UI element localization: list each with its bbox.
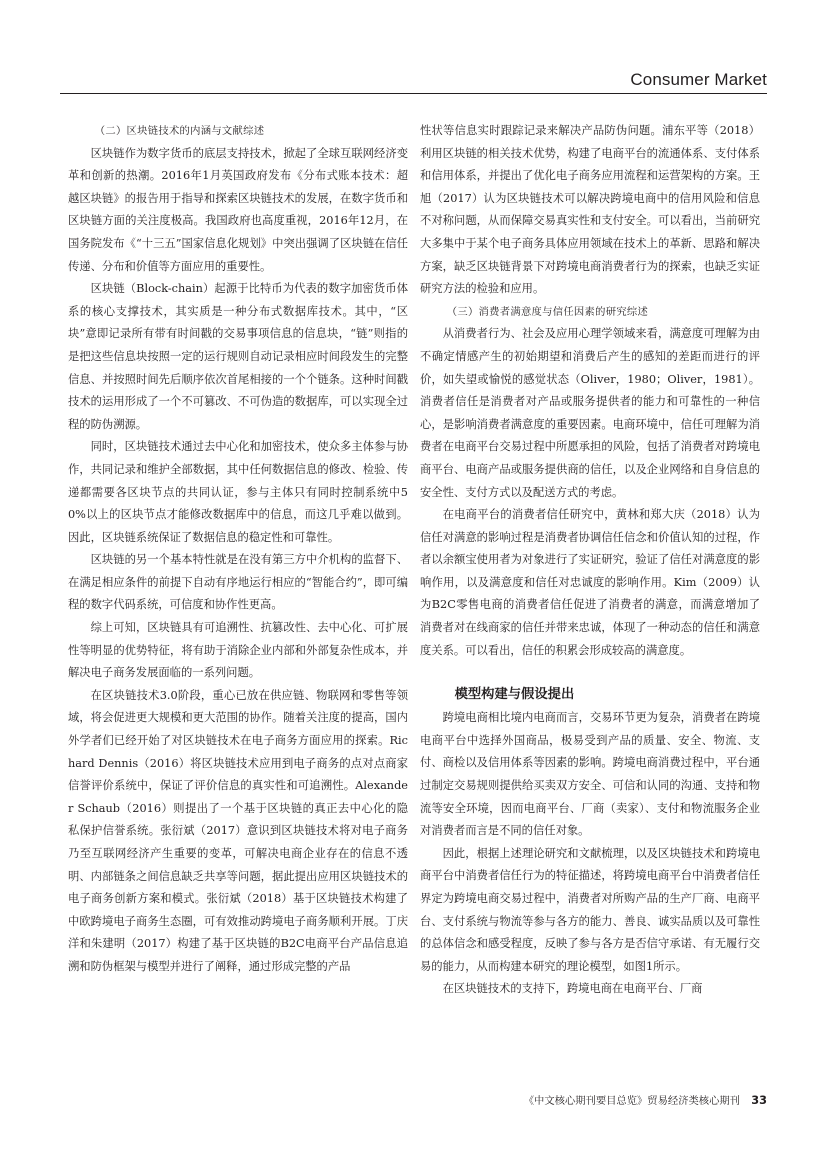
- paragraph: 在电商平台的消费者信任研究中，黄林和郑大庆（2018）认为信任对满意的影响过程是消费者协调信任信念和价值认知的过程，作者以余额宝使用者为对象进行了实证研究，验证了信任对满意度的影响作用，以及满意度和信任对忠诚度的影响作用。Kim（2009）认为B2C零售电商的消费者信任促进了消费者的满意，而满意增加了消费者对在线商家的信任并带来忠诚，体现了一种动态的信任和满意度关系。可以看出，信任的积累会形成较高的满意度。: [420, 508, 760, 657]
- paragraph: 综上可知，区块链具有可追溯性、抗篡改性、去中心化、可扩展性等明显的优势特征，将有助于消除企业内部和外部复杂性成本，并解决电子商务发展面临的一系列问题。: [68, 621, 408, 680]
- paragraph: 在区块链技术3.0阶段，重心已放在供应链、物联网和零售等领域，将会促进更大规模和更大范围的协作。随着关注度的提高，国内外学者们已经开始了对区块链技术在电子商务方面应用的探索。Richard Dennis（2016）将区块链技术应用到电子商务的点对点商家信誉评价系统中，保证了评价信息的真实性和可追溯性。Alexander Schaub（2016）则提出了一个基于区块链的真正去中心化的隐私保护信誉系统。张衍斌（2017）意识到区块链技术将对电子商务乃至互联网经济产生重要的变革，可解决电商企业存在的信息不透明、内部链条之间信息缺乏共享等问题，据此提出应用区块链技术的电子商务创新方案和模式。张衍斌（2018）基于区块链技术构建了中欧跨境电子商务生态圈，可有效推动跨境电子商务顺利开展。丁庆洋和朱建明（2017）构建了基于区块链的B2C电商平台产品信息追溯和防伪框架与模型并进行了阐释，通过形成完整的产品: [68, 688, 408, 973]
- paragraph: 跨境电商相比境内电商而言，交易环节更为复杂，消费者在跨境电商平台中选择外国商品，极易受到产品的质量、安全、物流、支付、商检以及信用体系等因素的影响。跨境电商消费过程中，平台通过制定交易规则提供给买卖双方安全、可信和认同的沟通、支持和物流等安全环境，因而电商平台、厂商（卖家）、支付和物流服务企业对消费者而言是不同的信任对象。: [420, 711, 760, 838]
- subsection-heading: （三）消费者满意度与信任因素的研究综述: [446, 305, 649, 318]
- paragraph: 同时，区块链技术通过去中心化和加密技术，使众多主体参与协作，共同记录和维护全部数据，其中任何数据信息的修改、检验、传递都需要各区块节点的共同认证，参与主体只有同时控制系统中50%以上的区块节点才能修改数据库中的信息，而这几乎难以做到。因此，区块链系统保证了数据信息的稳定性和可靠性。: [68, 440, 408, 544]
- paragraph: 区块链（Block-chain）起源于比特币为代表的数字加密货币体系的核心支撑技术，其实质是一种分布式数据库技术。其中，“区块”意即记录所有带有时间戳的交易事项信息的信息块，“链”则指的是把这些信息块按照一定的运行规则自动记录相应时间段发生的完整信息、并按照时间先后顺序依次首尾相接的一个个链条。这种时间戳技术的运用形成了一个不可篡改、不可伪造的数据库，可以实现全过程的防伪溯源。: [68, 282, 408, 431]
- header-rule: [60, 93, 767, 94]
- journal-name: Consumer Market: [630, 70, 767, 89]
- paragraph: 区块链的另一个基本特性就是在没有第三方中介机构的监督下、在满足相应条件的前提下自动有序地运行相应的“智能合约”，即可编程的数字代码系统，可信度和协作性更高。: [68, 553, 408, 612]
- paragraph: 从消费者行为、社会及应用心理学领域来看，满意度可理解为由不确定情感产生的初始期望和消费后产生的感知的差距而进行的评价，如失望或愉悦的感觉状态（Oliver，1980；Oliver，1981）。消费者信任是消费者对产品或服务提供者的能力和可靠性的一种信心，是影响消费者满意度的重要因素。电商环境中，信任可理解为消费者在电商平台交易过程中所愿承担的风险，包括了消费者对跨境电商平台、电商产品或服务提供商的信任，以及企业网络和自身信息的安全性、支付方式以及配送方式的考虑。: [420, 327, 760, 499]
- footer-journal-note: 《中文核心期刊要目总览》贸易经济类核心期刊: [523, 1095, 740, 1107]
- paragraph: 因此，根据上述理论研究和文献梳理，以及区块链技术和跨境电商平台中消费者信任行为的特征描述，将跨境电商平台中消费者信任界定为跨境电商交易过程中，消费者对所购产品的生产厂商、电商平台、支付系统与物流等参与各方的能力、善良、诚实品质以及可靠性的总体信念和感受程度，反映了参与各方是否信守承诺、有无履行交易的能力，从而构建本研究的理论模型，如图1所示。: [420, 846, 760, 973]
- paragraph: 区块链作为数字货币的底层支持技术，掀起了全球互联网经济变革和创新的热潮。2016年1月英国政府发布《分布式账本技术：超越区块链》的报告用于指导和探索区块链技术的发展，在数字货币和区块链方面的关注度极高。我国政府也高度重视，2016年12月，在国务院发布《“十三五”国家信息化规划》中突出强调了区块链在信任传递、分布和价值等方面应用的重要性。: [68, 146, 408, 273]
- page-footer: [524, 1092, 767, 1107]
- paragraph-continued: 性状等信息实时跟踪记录来解决产品防伪问题。浦东平等（2018）利用区块链的相关技术优势，构建了电商平台的流通体系、支付体系和信用体系，并提出了优化电子商务应用流程和运营架构的方案。王旭（2017）认为区块链技术可以解决跨境电商中的信用风险和信息不对称问题，从而保障交易真实性和支付安全。可以看出，当前研究大多集中于某个电子商务具体应用领域在技术上的革新、思路和解决方案，缺乏区块链背景下对跨境电商消费者行为的探索，也缺乏实证研究方法的检验和应用。: [420, 124, 760, 296]
- left-column: [68, 120, 408, 979]
- subsection-heading: （二）区块链技术的内涵与文献综述: [94, 125, 265, 137]
- page-number: 33: [751, 1094, 767, 1107]
- right-column: [420, 120, 760, 1001]
- section-title: 模型构建与假设提出: [454, 687, 575, 703]
- paragraph: 在区块链技术的支持下，跨境电商在电商平台、厂商: [442, 982, 703, 996]
